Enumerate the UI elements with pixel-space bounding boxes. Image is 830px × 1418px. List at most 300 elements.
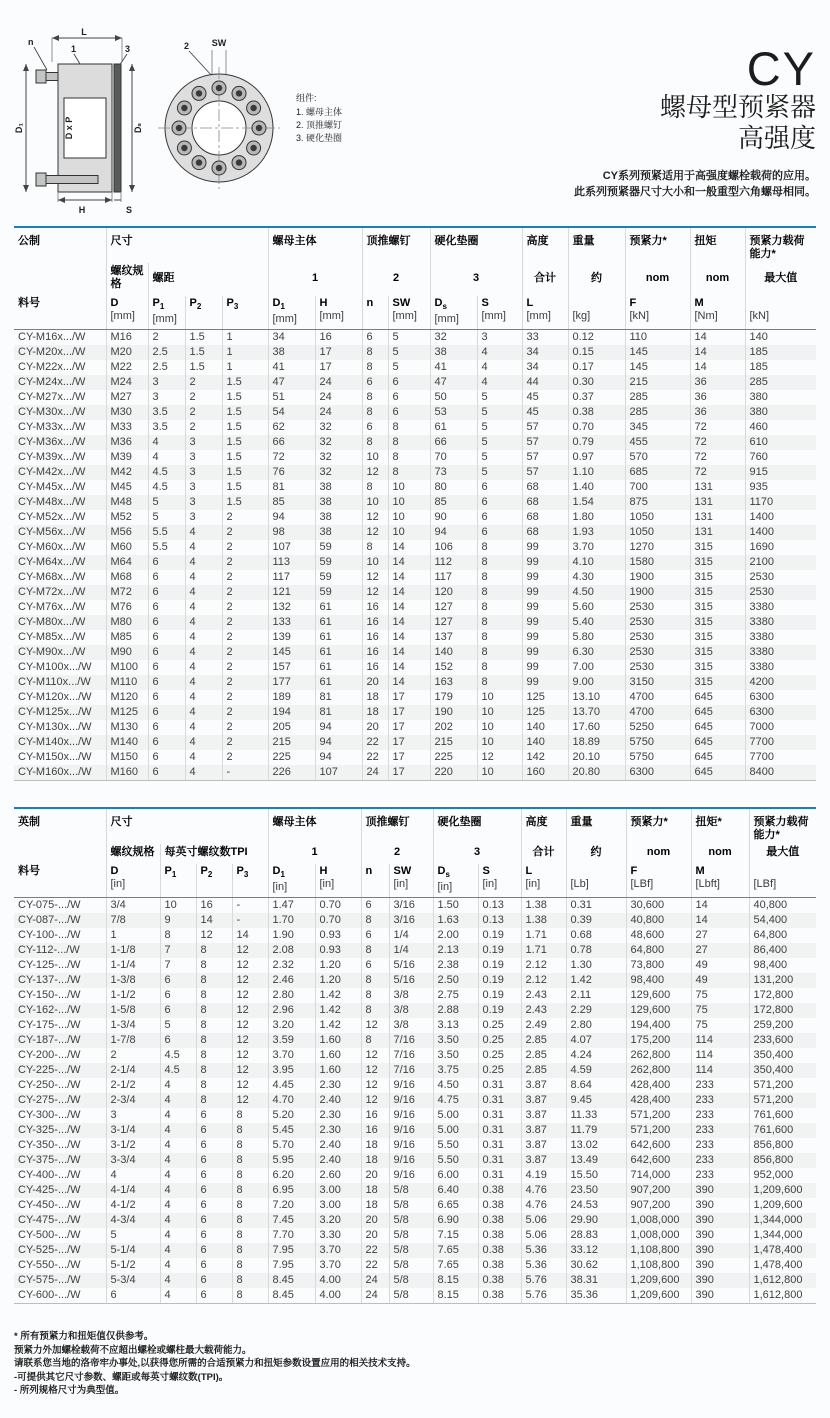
table-cell: 36	[690, 375, 745, 390]
table-cell: 4	[185, 600, 222, 615]
table-cell: 139	[268, 630, 315, 645]
table-cell: 1.50	[433, 898, 478, 914]
imperial-table-section	[14, 807, 816, 1304]
table-row	[14, 510, 816, 525]
table-cell: 72	[690, 465, 745, 480]
table-cell: 5.5	[148, 525, 185, 540]
table-cell: 4	[185, 570, 222, 585]
header-cell: [Lb]	[566, 864, 626, 898]
table-cell: 12	[196, 928, 232, 943]
table-cell: 18	[362, 690, 388, 705]
table-cell: 1,478,400	[749, 1258, 816, 1273]
header-cell	[14, 263, 106, 296]
table-cell: 5.36	[521, 1258, 566, 1273]
table-cell: 3.13	[433, 1018, 478, 1033]
table-cell: 129,600	[626, 1003, 691, 1018]
table-cell: 2	[222, 720, 268, 735]
part-label-2: 2	[184, 41, 190, 51]
table-cell: 3.5	[148, 405, 185, 420]
table-cell: 45	[522, 390, 568, 405]
table-cell: 0.15	[568, 345, 625, 360]
table-cell: 7.00	[568, 660, 625, 675]
table-cell: 4.75	[433, 1093, 478, 1108]
header-cell: 尺寸	[106, 809, 268, 844]
table-cell: 455	[625, 435, 690, 450]
table-cell: 13.49	[566, 1153, 626, 1168]
table-cell: 0.70	[568, 420, 625, 435]
table-row	[14, 585, 816, 600]
table-cell: 172,800	[749, 1003, 816, 1018]
table-cell: 8	[477, 660, 522, 675]
header-row	[14, 263, 816, 296]
table-cell: 131	[690, 495, 745, 510]
table-cell: 12	[361, 1018, 389, 1033]
table-cell: 5.06	[521, 1228, 566, 1243]
table-cell: 120	[430, 585, 477, 600]
table-cell: 24	[315, 390, 362, 405]
table-cell: 6	[196, 1273, 232, 1288]
table-cell: 3.00	[315, 1198, 361, 1213]
table-cell: 5.36	[521, 1243, 566, 1258]
table-cell: 30.62	[566, 1258, 626, 1273]
table-cell: 27	[691, 928, 749, 943]
table-cell: 1-7/8	[106, 1033, 160, 1048]
table-cell: 315	[690, 615, 745, 630]
table-cell: 10	[160, 898, 196, 914]
table-cell: 8	[388, 465, 430, 480]
table-cell: 1	[222, 330, 268, 346]
table-cell: 75	[691, 1003, 749, 1018]
table-cell: 38.31	[566, 1273, 626, 1288]
table-cell: 1.5	[222, 375, 268, 390]
table-cell: 4	[477, 360, 522, 375]
table-cell: CY-600-.../W	[14, 1288, 106, 1304]
header-cell: 螺距	[148, 263, 268, 296]
header-cell: 扭矩*	[691, 809, 749, 844]
table-cell: 22	[361, 1258, 389, 1273]
table-cell: 33.12	[566, 1243, 626, 1258]
table-cell: 3.20	[315, 1213, 361, 1228]
table-cell: 1.40	[568, 480, 625, 495]
table-cell: 32	[315, 450, 362, 465]
table-row	[14, 1168, 816, 1183]
table-cell: 5/8	[389, 1183, 433, 1198]
table-cell: 5	[477, 390, 522, 405]
table-cell: 0.38	[478, 1183, 521, 1198]
table-cell: 14	[690, 345, 745, 360]
table-cell: 5	[477, 465, 522, 480]
table-cell: 61	[315, 645, 362, 660]
table-cell: 2	[222, 600, 268, 615]
table-cell: 45	[522, 405, 568, 420]
table-cell: 14	[232, 928, 268, 943]
table-cell: 1.63	[433, 913, 478, 928]
header-cell: $D_s$ [mm]	[430, 296, 477, 330]
table-cell: 1,344,000	[749, 1213, 816, 1228]
table-cell: 125	[522, 705, 568, 720]
table-cell: 8	[196, 1093, 232, 1108]
table-cell: 4200	[745, 675, 816, 690]
table-cell: 4.00	[315, 1273, 361, 1288]
table-cell: 12	[477, 750, 522, 765]
header-cell: 合计	[521, 844, 566, 864]
footnote-line: 请联系您当地的洛帝牢办事处,以获得您所需的合适预紧力和扭矩参数设置应用的相关技术支持。	[14, 1358, 416, 1370]
table-cell: 1.10	[568, 465, 625, 480]
table-cell: 7.45	[268, 1213, 315, 1228]
table-cell: 8	[477, 570, 522, 585]
table-cell: 40,800	[626, 913, 691, 928]
table-cell: 75	[691, 1018, 749, 1033]
table-cell: 570	[625, 450, 690, 465]
table-cell: CY-M160x.../W	[14, 765, 106, 781]
table-row	[14, 1033, 816, 1048]
table-cell: 3380	[745, 660, 816, 675]
table-cell: 3.59	[268, 1033, 315, 1048]
header-cell: $P_2$	[196, 864, 232, 898]
table-cell: 6.20	[268, 1168, 315, 1183]
table-cell: 1/4	[389, 928, 433, 943]
table-cell: 5.20	[268, 1108, 315, 1123]
table-cell: 7/16	[389, 1033, 433, 1048]
table-cell: 64,800	[626, 943, 691, 958]
table-cell: 460	[745, 420, 816, 435]
table-cell: 4.50	[433, 1078, 478, 1093]
table-cell: M45	[106, 480, 148, 495]
table-cell: 17	[315, 360, 362, 375]
table-cell: 1.5	[222, 450, 268, 465]
table-cell: M90	[106, 645, 148, 660]
table-cell: 6	[388, 405, 430, 420]
table-cell: 16	[196, 898, 232, 914]
header-cell: SW [in]	[389, 864, 433, 898]
table-cell: 4	[160, 1168, 196, 1183]
table-cell: CY-M130x.../W	[18, 721, 92, 734]
table-cell: CY-325-.../W	[18, 1124, 81, 1137]
table-cell: 5-1/4	[106, 1243, 160, 1258]
table-cell: M140	[106, 735, 148, 750]
header-cell: 顶推螺钉	[362, 228, 430, 263]
table-cell: 3150	[625, 675, 690, 690]
table-cell: 345	[625, 420, 690, 435]
table-cell: 12	[232, 988, 268, 1003]
table-cell: 350,400	[749, 1048, 816, 1063]
table-cell: 10	[477, 720, 522, 735]
table-row	[14, 570, 816, 585]
header-cell: M [Lbft]	[691, 864, 749, 898]
table-cell: -	[222, 765, 268, 781]
header-cell: 最大值	[749, 844, 816, 864]
legend-item: 3. 硬化垫圈	[296, 133, 343, 143]
table-cell: 20.10	[568, 750, 625, 765]
page-description	[574, 168, 816, 200]
table-cell: 1.71	[521, 943, 566, 958]
table-cell: 1,344,000	[749, 1228, 816, 1243]
table-cell: 8	[196, 1018, 232, 1033]
table-cell: 8	[362, 345, 388, 360]
table-cell: 51	[268, 390, 315, 405]
table-cell: 225	[268, 750, 315, 765]
table-cell: 72	[268, 450, 315, 465]
header-cell: nom	[691, 844, 749, 864]
table-cell: 4-1/4	[106, 1183, 160, 1198]
table-cell: 5/8	[389, 1198, 433, 1213]
table-cell: 8	[388, 450, 430, 465]
table-cell: 226	[268, 765, 315, 781]
table-cell: 315	[690, 660, 745, 675]
table-cell: CY-425-.../W	[18, 1184, 81, 1197]
table-cell: 5.45	[268, 1123, 315, 1138]
table-cell: 5.50	[433, 1153, 478, 1168]
table-cell: 137	[430, 630, 477, 645]
table-cell: 1/4	[389, 943, 433, 958]
table-cell: CY-M85x.../W	[18, 631, 86, 644]
table-cell: 262,800	[626, 1048, 691, 1063]
dim-label-L: L	[81, 27, 87, 37]
table-cell: 4.07	[566, 1033, 626, 1048]
table-cell: 7.65	[433, 1243, 478, 1258]
table-cell: 760	[745, 450, 816, 465]
table-cell: 2.13	[433, 943, 478, 958]
table-cell: 94	[315, 750, 362, 765]
table-cell: 40,800	[749, 898, 816, 914]
table-cell: 0.39	[566, 913, 626, 928]
table-row	[14, 1078, 816, 1093]
table-cell: 7.15	[433, 1228, 478, 1243]
header-cell: 约	[568, 263, 625, 296]
table-cell: 5/8	[389, 1243, 433, 1258]
table-cell: 5/8	[389, 1228, 433, 1243]
table-row	[14, 988, 816, 1003]
table-cell: 12	[232, 1003, 268, 1018]
table-cell: 285	[625, 405, 690, 420]
table-cell: 0.31	[478, 1138, 521, 1153]
table-cell: 32	[430, 330, 477, 346]
table-cell: 1,209,600	[749, 1183, 816, 1198]
table-cell: 6	[196, 1168, 232, 1183]
bolt-head-bottom	[36, 173, 46, 186]
table-cell: 68	[522, 495, 568, 510]
table-cell: 10	[388, 480, 430, 495]
table-cell: 2530	[625, 645, 690, 660]
dim-label-Ds: Dₛ	[133, 123, 143, 133]
table-cell: 1,008,000	[626, 1213, 691, 1228]
table-cell: CY-500-.../W	[18, 1229, 81, 1242]
table-row	[14, 1258, 816, 1273]
table-row	[14, 405, 816, 420]
table-cell: 1.42	[315, 1018, 361, 1033]
table-cell: 16	[362, 600, 388, 615]
table-cell: 0.19	[478, 928, 521, 943]
table-cell: 1,008,000	[626, 1228, 691, 1243]
table-cell: 3.75	[433, 1063, 478, 1078]
table-cell: CY-350-.../W	[18, 1139, 81, 1152]
table-cell: 4	[160, 1243, 196, 1258]
table-cell: 4	[160, 1108, 196, 1123]
table-cell: 24	[361, 1288, 389, 1304]
table-cell: 5.5	[148, 540, 185, 555]
table-row	[14, 1243, 816, 1258]
table-cell: 285	[745, 375, 816, 390]
table-cell: 1-1/8	[106, 943, 160, 958]
table-cell: 0.25	[478, 1063, 521, 1078]
imperial-table-body	[14, 898, 816, 1304]
table-row	[14, 1228, 816, 1243]
table-cell: 6	[106, 1288, 160, 1304]
header-cell: 约	[566, 844, 626, 864]
table-cell: 4.50	[568, 585, 625, 600]
header-row	[14, 809, 816, 844]
table-cell: 6300	[625, 765, 690, 781]
header-cell: L [in]	[521, 864, 566, 898]
header-row	[14, 844, 816, 864]
table-cell: 8	[232, 1258, 268, 1273]
table-cell: 285	[625, 390, 690, 405]
table-cell: 3	[148, 375, 185, 390]
table-cell: 185	[745, 360, 816, 375]
table-cell: 6	[196, 1228, 232, 1243]
table-cell: 5.70	[268, 1138, 315, 1153]
table-cell: CY-125-.../W	[18, 959, 81, 972]
dim-label-n: n	[28, 37, 34, 47]
table-cell: 5	[477, 405, 522, 420]
table-cell: 66	[430, 435, 477, 450]
table-cell: 4.10	[568, 555, 625, 570]
table-cell: 315	[690, 675, 745, 690]
header-cell: 料号	[14, 864, 106, 898]
table-cell: 20	[361, 1168, 389, 1183]
header-cell: $P_3$	[222, 296, 268, 330]
table-cell: 6	[196, 1288, 232, 1304]
table-cell: 3.70	[268, 1048, 315, 1063]
table-cell: CY-M60x.../W	[18, 541, 86, 554]
table-cell: 8	[160, 928, 196, 943]
table-cell: 38	[315, 525, 362, 540]
table-cell: 8	[361, 988, 389, 1003]
table-cell: 8	[477, 615, 522, 630]
table-cell: 6	[148, 675, 185, 690]
table-cell: 3/8	[389, 1003, 433, 1018]
table-row	[14, 720, 816, 735]
table-row	[14, 943, 816, 958]
table-cell: 6	[362, 420, 388, 435]
header-cell: 1	[268, 844, 361, 864]
table-cell: 2	[222, 570, 268, 585]
table-cell: 2	[148, 330, 185, 346]
header-cell: $P_1$ [mm]	[148, 296, 185, 330]
header-cell: $P_3$	[232, 864, 268, 898]
table-cell: 1.20	[315, 958, 361, 973]
table-cell: 6.00	[433, 1168, 478, 1183]
table-cell: 1,612,800	[749, 1273, 816, 1288]
table-cell: 3.70	[315, 1243, 361, 1258]
table-cell: 145	[268, 645, 315, 660]
table-cell: 194,400	[626, 1018, 691, 1033]
table-cell: 17	[315, 345, 362, 360]
table-cell: 36	[690, 405, 745, 420]
header-cell: 预紧力*	[626, 809, 691, 844]
table-cell: 5/8	[389, 1213, 433, 1228]
table-cell: 59	[315, 555, 362, 570]
table-cell: 6	[196, 1198, 232, 1213]
table-cell: 3	[185, 495, 222, 510]
table-cell: 8	[361, 943, 389, 958]
table-row	[14, 1063, 816, 1078]
table-cell: 1.5	[185, 330, 222, 346]
table-cell: 14	[691, 898, 749, 914]
table-cell: 9.45	[566, 1093, 626, 1108]
table-cell: 4	[185, 690, 222, 705]
table-cell: 4	[148, 435, 185, 450]
table-cell: 3.87	[521, 1108, 566, 1123]
table-cell: 4	[160, 1288, 196, 1304]
table-cell: 8	[477, 645, 522, 660]
table-cell: 177	[268, 675, 315, 690]
table-row	[14, 375, 816, 390]
table-cell: 114	[691, 1063, 749, 1078]
table-row	[14, 913, 816, 928]
table-row	[14, 898, 816, 914]
table-cell: 2	[185, 405, 222, 420]
table-cell: 3.87	[521, 1093, 566, 1108]
table-cell: 17	[388, 705, 430, 720]
table-cell: 8	[362, 405, 388, 420]
table-cell: 2530	[625, 600, 690, 615]
table-cell: 2.75	[433, 988, 478, 1003]
table-cell: 3380	[745, 600, 816, 615]
table-cell: CY-M64x.../W	[18, 556, 86, 569]
table-cell: 685	[625, 465, 690, 480]
table-cell: 8400	[745, 765, 816, 781]
table-cell: 6	[148, 765, 185, 781]
table-cell: 142	[522, 750, 568, 765]
table-cell: 12	[232, 973, 268, 988]
table-cell: 225	[430, 750, 477, 765]
table-cell: 0.19	[478, 988, 521, 1003]
table-cell: 107	[268, 540, 315, 555]
table-cell: 2	[222, 510, 268, 525]
header-cell: D [in]	[106, 864, 160, 898]
table-cell: 35.36	[566, 1288, 626, 1304]
table-cell: 390	[691, 1243, 749, 1258]
table-cell: 5.00	[433, 1123, 478, 1138]
table-cell: 2	[222, 525, 268, 540]
table-cell: 8	[362, 435, 388, 450]
table-cell: CY-M52x.../W	[18, 511, 86, 524]
table-cell: 2.49	[521, 1018, 566, 1033]
table-cell: 15.50	[566, 1168, 626, 1183]
table-cell: CY-137-.../W	[18, 974, 81, 987]
table-cell: CY-162-.../W	[18, 1004, 81, 1017]
table-cell: 4	[477, 345, 522, 360]
table-cell: CY-M39x.../W	[18, 451, 86, 464]
table-cell: 8	[361, 913, 389, 928]
page-title: CY	[746, 42, 816, 95]
table-cell: 81	[268, 480, 315, 495]
table-cell: M60	[106, 540, 148, 555]
table-cell: M130	[106, 720, 148, 735]
table-cell: 33	[522, 330, 568, 346]
table-cell: 7700	[745, 735, 816, 750]
table-cell: 127	[430, 615, 477, 630]
table-cell: 34	[522, 345, 568, 360]
table-cell: 132	[268, 600, 315, 615]
table-cell: 99	[522, 630, 568, 645]
table-cell: 5/16	[389, 958, 433, 973]
table-row	[14, 360, 816, 375]
table-cell: 3.00	[315, 1183, 361, 1198]
table-cell: 133	[268, 615, 315, 630]
table-cell: 5.06	[521, 1213, 566, 1228]
